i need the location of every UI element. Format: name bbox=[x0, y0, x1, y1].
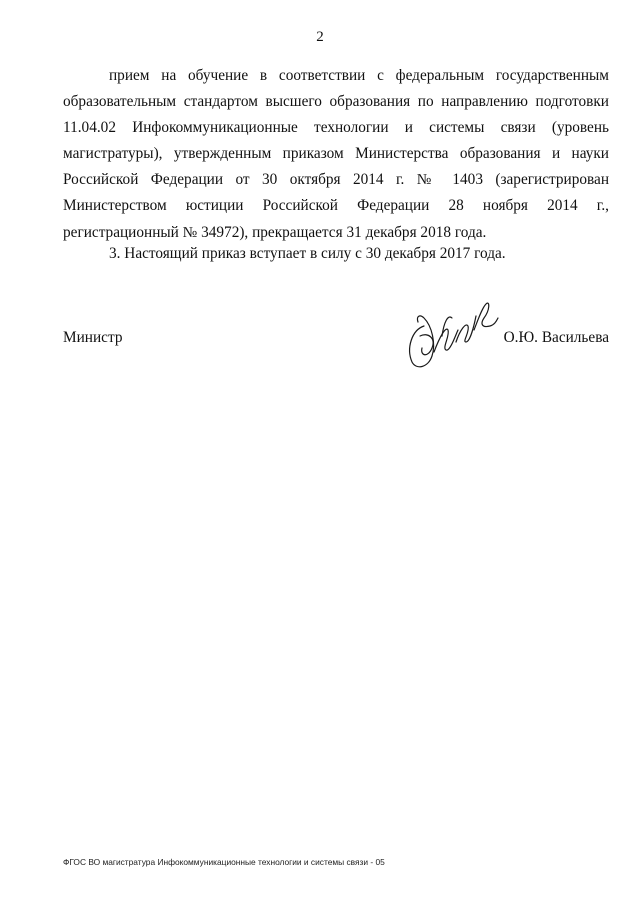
paragraph-line: регистрационный № 34972), прекращается 31 декабря 2018 года. bbox=[63, 223, 487, 241]
paragraph-effective-date: 3. Настоящий приказ вступает в силу с 30 декабря 2017 года. bbox=[109, 245, 506, 262]
paragraph-line: Министерством юстиции Российской Федерации 28 ноября 2014 г., bbox=[63, 197, 609, 215]
signatory-name: О.Ю. Васильева bbox=[503, 329, 609, 346]
paragraph-line: магистратуры), утвержденным приказом Министерства образования и науки bbox=[63, 145, 609, 163]
paragraph-line: прием на обучение в соответствии с федеральным государственным bbox=[109, 67, 609, 84]
footer-note: ФГОС ВО магистратура Инфокоммуникационные технологии и системы связи - 05 bbox=[63, 857, 385, 867]
paragraph-line: 11.04.02 Инфокоммуникационные технологии и системы связи (уровень bbox=[63, 119, 609, 137]
signature-block bbox=[63, 329, 609, 359]
signatory-title: Министр bbox=[63, 329, 123, 346]
handwritten-signature bbox=[402, 296, 502, 374]
page-number: 2 bbox=[316, 29, 324, 45]
paragraph-line: Российской Федерации от 30 октября 2014 г. № 1403 (зарегистрирован bbox=[63, 171, 609, 189]
paragraph-line: образовательным стандартом высшего образования по направлению подготовки bbox=[63, 93, 609, 111]
paragraph-continued bbox=[63, 63, 609, 246]
